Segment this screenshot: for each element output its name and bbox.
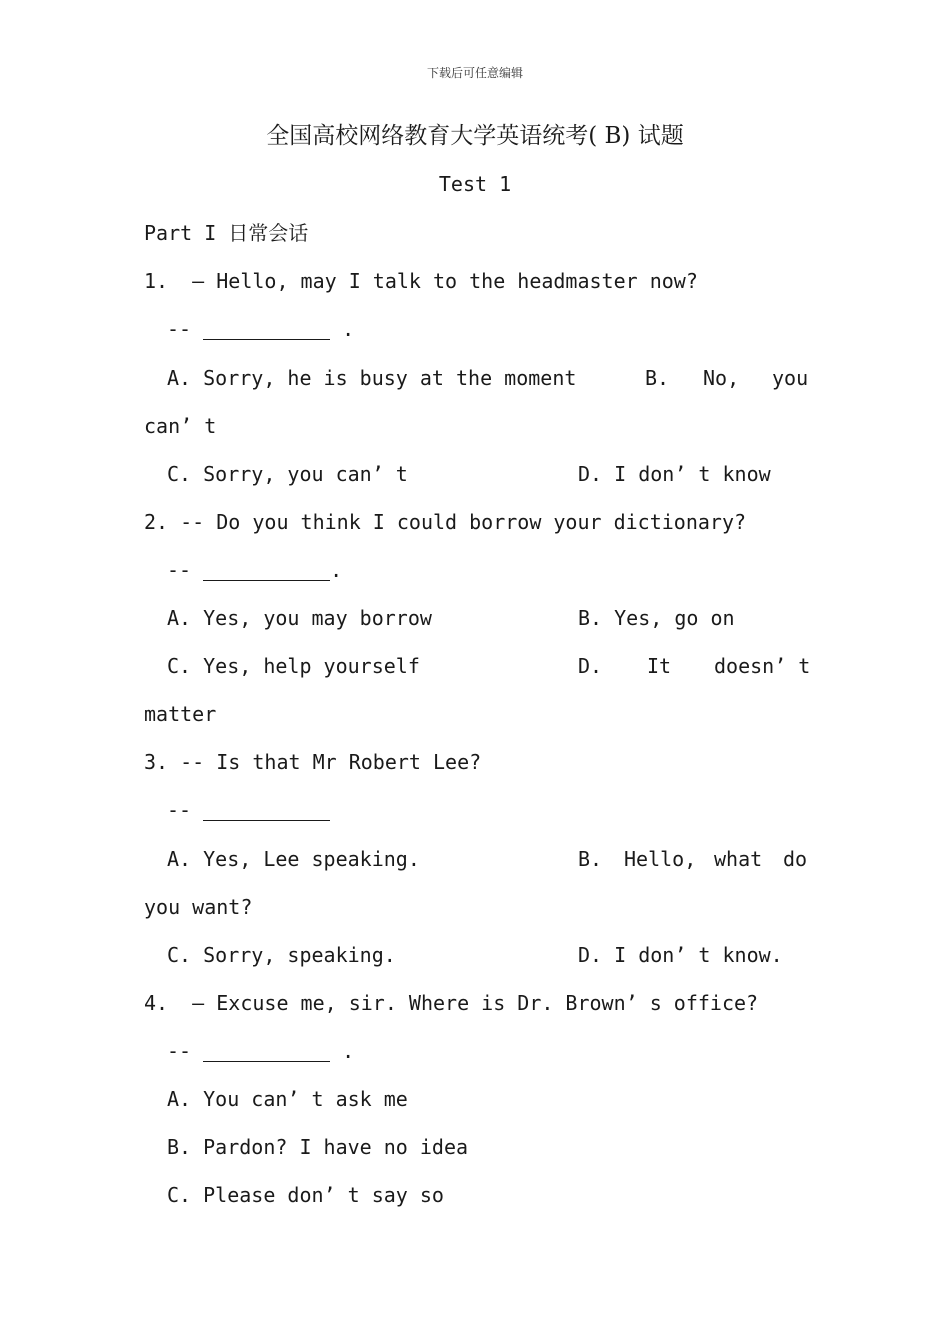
question-2-option-a: A. Yes, you may borrow <box>167 606 432 630</box>
answer-blank <box>203 800 330 821</box>
question-4-option-a: A. You can’ t ask me <box>167 1087 408 1111</box>
question-4-option-b: B. Pardon? I have no idea <box>167 1135 469 1159</box>
page-header: 下载后可任意编辑 <box>426 66 523 80</box>
question-3-option-b-word: Hello, <box>624 847 697 871</box>
question-1-option-b-letter: B. <box>645 366 670 390</box>
question-3-option-b-letter: B. <box>578 847 603 871</box>
question-2-option-d-letter: D. <box>578 654 603 678</box>
question-3-option-b-wrap: you want? <box>144 895 253 919</box>
question-2-answer-line: -- . <box>167 558 343 582</box>
question-2-option-c: C. Yes, help yourself <box>167 654 420 678</box>
answer-blank <box>203 1041 330 1062</box>
question-4-option-c: C. Please don’ t say so <box>167 1183 444 1207</box>
question-1-option-a: A. Sorry, he is busy at the moment <box>167 366 577 390</box>
question-1-answer-line: -- . <box>167 317 355 341</box>
question-1-option-b-word: you <box>772 366 809 390</box>
question-4-answer-line: -- . <box>167 1039 355 1063</box>
question-2-option-d-word: doesn’ t <box>714 654 811 678</box>
question-4-stem: 4. – Excuse me, sir. Where is Dr. Brown’ s office? <box>144 991 759 1015</box>
answer-blank <box>203 319 330 340</box>
question-1-stem: 1. – Hello, may I talk to the headmaster now? <box>144 269 698 293</box>
question-1-option-b-wrap: can’ t <box>144 414 217 438</box>
question-3-answer-line: -- <box>167 798 330 822</box>
question-3-option-b-word: do <box>783 847 808 871</box>
question-3-stem: 3. -- Is that Mr Robert Lee? <box>144 750 482 774</box>
question-3-option-d: D. I don’ t know. <box>578 943 783 967</box>
part-heading: Part I 日常会话 <box>144 221 309 245</box>
question-3-option-c: C. Sorry, speaking. <box>167 943 396 967</box>
question-2-option-d-word: It <box>647 654 672 678</box>
answer-blank <box>203 560 330 581</box>
exam-title: 全国高校网络教育大学英语统考( B) 试题 <box>266 123 684 149</box>
question-3-option-b-word: what <box>714 847 763 871</box>
question-1-option-d: D. I don’ t know <box>578 462 771 486</box>
question-2-option-d-wrap: matter <box>144 702 217 726</box>
question-3-option-a: A. Yes, Lee speaking. <box>167 847 420 871</box>
question-1-option-c: C. Sorry, you can’ t <box>167 462 408 486</box>
question-1-option-b-word: No, <box>703 366 740 390</box>
question-2-option-b: B. Yes, go on <box>578 606 735 630</box>
question-2-stem: 2. -- Do you think I could borrow your dictionary? <box>144 510 747 534</box>
test-label: Test 1 <box>438 172 512 196</box>
